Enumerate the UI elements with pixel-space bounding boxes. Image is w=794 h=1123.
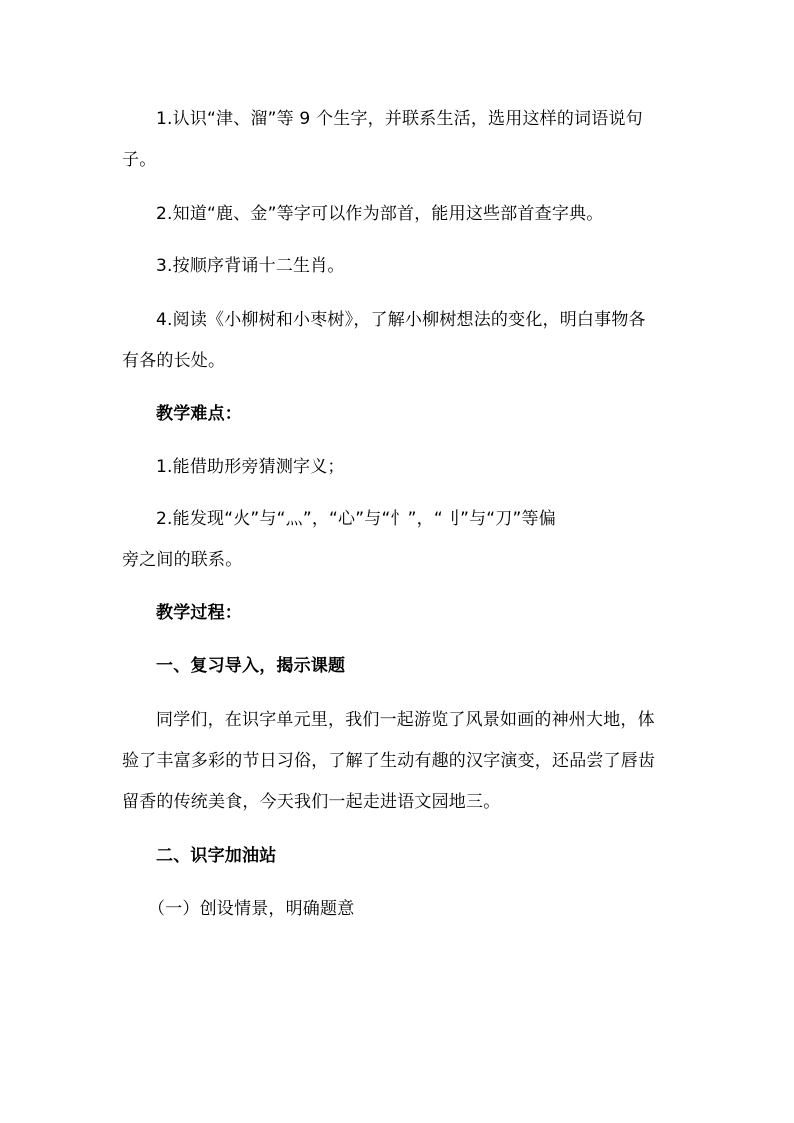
objective-1-line-2: 子。 xyxy=(122,150,157,170)
section-1-title: 一、复习导入，揭示课题 xyxy=(156,656,346,676)
section-1-paragraph-line-2: 验了丰富多彩的节日习俗，了解了生动有趣的汉字演变，还品尝了唇齿 xyxy=(122,751,656,771)
difficulty-1: 1.能借助形旁猜测字义； xyxy=(156,457,345,477)
difficulty-2-line-2: 旁之间的联系。 xyxy=(122,550,243,570)
objective-1-line-1: 1.认识“津、溜”等 9 个生字，并联系生活，选用这样的词语说句 xyxy=(156,109,643,129)
teaching-difficulty-heading: 教学难点： xyxy=(156,404,242,424)
objective-4-line-2: 有各的长处。 xyxy=(122,351,226,371)
subsection-1-title: （一）创设情景，明确题意 xyxy=(148,899,355,919)
difficulty-2-line-1: 2.能发现“火”与“灬”，“心”与“忄”，“刂”与“刀”等偏 xyxy=(156,509,556,529)
section-1-paragraph-line-3: 留香的传统美食，今天我们一起走进语文园地三。 xyxy=(122,792,501,812)
objective-2: 2.知道“鹿、金”等字可以作为部首，能用这些部首查字典。 xyxy=(156,204,604,224)
objective-4-line-1: 4.阅读《小柳树和小枣树》，了解小柳树想法的变化，明白事物各 xyxy=(156,310,646,330)
objective-3: 3.按顺序背诵十二生肖。 xyxy=(156,256,345,276)
section-2-title: 二、识字加油站 xyxy=(156,846,277,866)
section-1-paragraph-line-1: 同学们，在识字单元里，我们一起游览了风景如画的神州大地，体 xyxy=(156,710,655,730)
teaching-process-heading: 教学过程： xyxy=(156,603,242,623)
